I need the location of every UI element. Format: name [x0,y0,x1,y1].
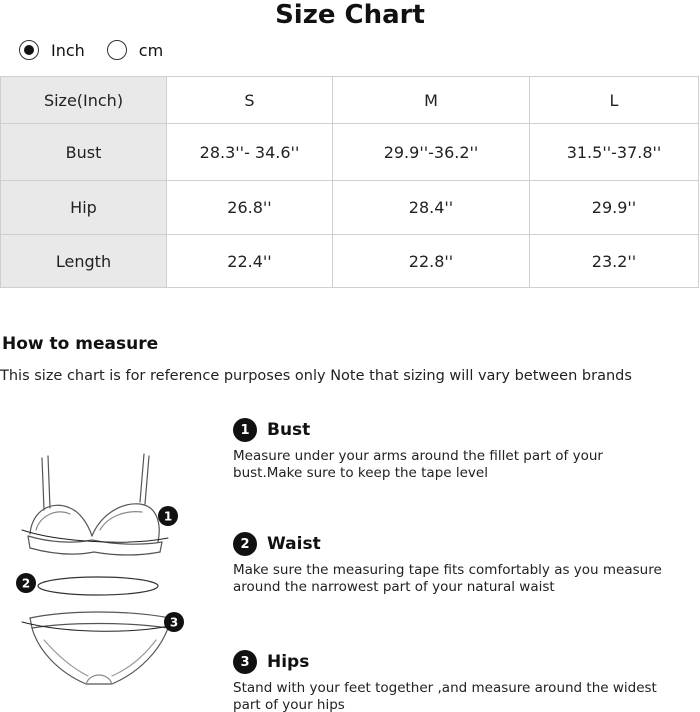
measurement-figure [8,450,198,710]
bra-strap-right [140,454,144,502]
step-number-1: 1 [233,418,257,442]
table-row [1,235,699,288]
inch-label: Inch [51,40,85,60]
header-cell: S [167,77,333,124]
table-cell: 29.9'' [530,181,699,235]
table-cell: 26.8'' [167,181,333,235]
step-bust [233,418,673,482]
page-title: Size Chart [275,0,425,30]
step-title: Hips [267,652,310,672]
step-waist [233,532,673,596]
unit-option-cm[interactable] [107,40,163,60]
row-label: Bust [1,124,167,181]
header-cell: L [530,77,699,124]
header-cell: M [333,77,530,124]
step-title: Waist [267,534,321,554]
step-description: Measure under your arms around the fillet part of your bust.Make sure to keep the tape level [233,448,603,481]
step-number-3: 3 [233,650,257,674]
svg-text:2: 2 [21,576,31,591]
bra-cup-right [92,504,159,542]
step-title: Bust [267,420,311,440]
row-label: Length [1,235,167,288]
unit-selector [19,40,185,60]
reference-note: This size chart is for reference purposes only Note that sizing will vary between brands [0,368,632,384]
header-cell: Size(Inch) [1,77,167,124]
figure-marker-1 [158,506,178,526]
cm-label: cm [138,40,164,60]
table-cell: 29.9''-36.2'' [333,124,530,181]
step-hips [233,650,673,712]
table-cell: 22.8'' [333,235,530,288]
bra-band [28,536,162,544]
unit-option-inch[interactable] [19,40,85,60]
figure-marker-3 [164,612,184,632]
bra-cup-left [30,505,92,536]
panty-waistband [30,612,170,618]
size-table [0,76,699,288]
step-number-2: 2 [233,532,257,556]
table-row [1,181,699,235]
how-to-measure-title: How to measure [2,334,159,354]
bra-strap-left [42,458,44,510]
table-cell: 22.4'' [167,235,333,288]
table-cell: 31.5''-37.8'' [530,124,699,181]
step-description: Make sure the measuring tape fits comfortably as you measure around the narrowest part of your natural waist [233,562,662,595]
table-row [1,124,699,181]
table-cell: 28.4'' [333,181,530,235]
svg-text:3: 3 [169,615,179,630]
table-header-row [1,77,699,124]
row-label: Hip [1,181,167,235]
inch-radio[interactable] [19,40,39,60]
cm-radio[interactable] [107,40,127,60]
table-cell: 28.3''- 34.6'' [167,124,333,181]
svg-text:1: 1 [163,509,173,524]
waist-measure-ring [38,577,158,595]
step-description: Stand with your feet together ,and measure around the widest part of your hips [233,680,657,712]
figure-marker-2 [16,573,36,593]
table-cell: 23.2'' [530,235,699,288]
